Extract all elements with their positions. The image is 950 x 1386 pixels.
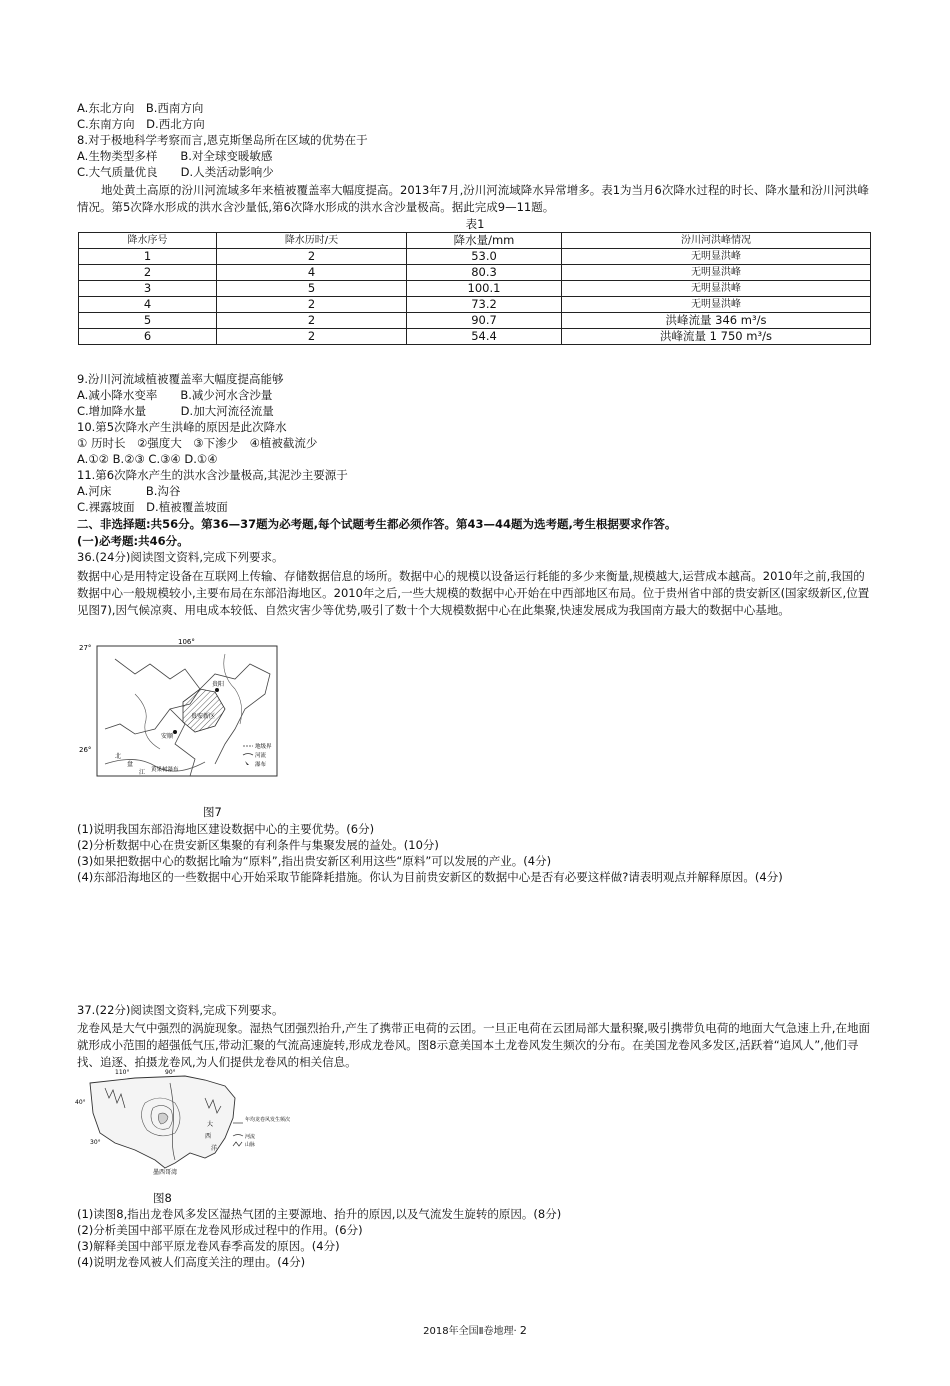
map-city-label: 贵阳 (212, 681, 225, 688)
map-longitude-label: 106° (178, 638, 195, 646)
table-cell: 洪峰流量 346 m³/s (562, 313, 871, 329)
waterfall-icon (245, 761, 249, 765)
page-number: 2 (519, 1324, 527, 1337)
q10-stem: 10.第5次降水产生洪峰的原因是此次降水 (77, 420, 287, 434)
table1-caption: 表1 (465, 217, 485, 231)
table-cell: 53.0 (407, 249, 562, 265)
map-longitude-label: 110° (115, 1069, 130, 1076)
map-longitude-label: 90° (165, 1069, 176, 1076)
table1 (78, 232, 871, 345)
table-cell: 无明显洪峰 (562, 297, 871, 313)
table-cell: 1 (79, 249, 217, 265)
legend-waterfall: 瀑布 (255, 762, 267, 768)
table-cell: 6 (79, 329, 217, 345)
guian-new-area-region (183, 689, 225, 732)
gulf-label: 墨西哥湾 (153, 1169, 178, 1176)
q9-option-line: A.减小降水变率 B.减少河水含沙量 (77, 388, 273, 402)
table-cell: 无明显洪峰 (562, 281, 871, 297)
map-river-label: 北 (115, 753, 122, 760)
figure7-caption: 图7 (203, 805, 222, 819)
q8-option-line: A.生物类型多样 B.对全球变暖敏感 (77, 149, 273, 163)
river (224, 654, 242, 724)
table-cell: 2 (217, 313, 407, 329)
q10-choices: ① 历时长 ②强度大 ③下渗少 ④植被截流少 (77, 436, 318, 450)
table-row (79, 297, 871, 313)
q10-options: A.①② B.②③ C.③④ D.①④ (77, 452, 218, 466)
ocean-label: 西 (205, 1133, 212, 1140)
q37-text: 龙卷风是大气中强烈的涡旋现象。湿热气团强烈抬升,产生了携带正电荷的云团。一旦正电荷在云团局部大量积聚,吸引携带负电荷的地面大气急速上升,在地面就形成小范围的超强低气压,带动汇聚的气流高速旋转,形成龙卷风。图8示意美国本土龙卷风发生频次的分布。在美国龙卷风多发区,活跃着“追风人”,他们寻找、追逐、拍摄龙卷风,为人们提供龙卷风的相关信息。 (77, 1021, 870, 1069)
q36-question: (2)分析数据中心在贵安新区集聚的有利条件与集聚发展的益处。(10分) (77, 838, 439, 852)
table-cell: 54.4 (407, 329, 562, 345)
map-waterfall-label: 黄果树瀑布 (151, 767, 179, 773)
legend-frequency: 年均龙卷风发生频次 (245, 1117, 290, 1123)
table-row (79, 265, 871, 281)
q37-question: (1)读图8,指出龙卷风多发区湿热气团的主要源地、抬升的原因,以及气流发生旋转的原因。(8分) (77, 1207, 562, 1221)
map-latitude-label: 27° (79, 644, 92, 652)
q9-option-line: C.增加降水量 D.加大河流径流量 (77, 404, 274, 418)
intro-9-11: 地处黄土高原的汾川河流域多年来植被覆盖率大幅度提高。2013年7月,汾川河流域降水异常增多。表1为当月6次降水过程的时长、降水量和汾川河洪峰情况。第5次降水形成的洪水含沙量低,第6次降水形成的洪水含沙量极高。据此完成9—11题。 (77, 183, 869, 214)
table-cell: 90.7 (407, 313, 562, 329)
map-latitude-label: 30° (90, 1139, 101, 1146)
ocean-label: 洋 (211, 1145, 218, 1152)
table-cell: 5 (217, 281, 407, 297)
page-footer (0, 1322, 950, 1337)
table-cell: 无明显洪峰 (562, 265, 871, 281)
q7-option-line: A.东北方向 B.西南方向 (77, 101, 204, 115)
figure8-map (75, 1068, 290, 1188)
table-header-cell: 降水量/mm (407, 233, 562, 249)
q36-heading: 36.(24分)阅读图文资料,完成下列要求。 (77, 550, 284, 564)
mountain-icon (233, 1142, 242, 1146)
q36-text: 数据中心是用特定设备在互联网上传输、存储数据信息的场所。数据中心的规模以设备运行耗能的多少来衡量,规模越大,运营成本越高。2010年之前,我国的数据中心一般规模较小,主要布局在东部沿海地区。2010年之后,一些大规模的数据中心开始在中西部地区布局。位于贵州省中部的贵安新区(国家级新区,位置见图7),因气候凉爽、用电成本较低、自然灾害少等优势,吸引了数十个大规模数据中心在此集聚,快速发展成为我国南方最大的数据中心基地。 (77, 569, 870, 617)
q9-stem: 9.汾川河流域植被覆盖率大幅度提高能够 (77, 372, 284, 386)
table-cell: 4 (79, 297, 217, 313)
map-river-label: 盘 (127, 761, 134, 768)
legend-mountain: 山脉 (245, 1142, 256, 1148)
table-row (79, 313, 871, 329)
table-row (79, 281, 871, 297)
table-cell: 4 (217, 265, 407, 281)
table-cell: 2 (217, 329, 407, 345)
table-row (79, 329, 871, 345)
map-latitude-label: 40° (75, 1099, 86, 1106)
river (135, 694, 160, 749)
map-river-label: 江 (139, 769, 146, 776)
city-dot (215, 688, 219, 692)
table-cell: 100.1 (407, 281, 562, 297)
section2-title: 二、非选择题:共56分。第36—37题为必考题,每个试题考生都必须作答。第43—44题为选考题,考生根据要求作答。 (77, 517, 677, 531)
footer-text: 2018年全国Ⅱ卷地理· (423, 1326, 517, 1337)
q36-question: (3)如果把数据中心的数据比喻为“原料”,指出贵安新区利用这些“原料”可以发展的产业。(4分) (77, 854, 552, 868)
map-city-label: 安顺 (161, 733, 174, 740)
table-header-cell: 汾川河洪峰情况 (562, 233, 871, 249)
table-cell: 5 (79, 313, 217, 329)
q11-option-line: C.裸露坡面 D.植被覆盖坡面 (77, 500, 228, 514)
q37-question: (3)解释美国中部平原龙卷风春季高发的原因。(4分) (77, 1239, 340, 1253)
ocean-label: 大 (207, 1121, 214, 1128)
legend-river: 河流 (245, 1134, 256, 1140)
q37-question: (4)说明龙卷风被人们高度关注的理由。(4分) (77, 1255, 306, 1269)
map-area-label: 贵安新区 (191, 713, 216, 720)
figure8-caption: 图8 (153, 1191, 172, 1205)
q37-question: (2)分析美国中部平原在龙卷风形成过程中的作用。(6分) (77, 1223, 363, 1237)
table-cell: 洪峰流量 1 750 m³/s (562, 329, 871, 345)
table-cell: 2 (217, 297, 407, 313)
city-dot (173, 730, 177, 734)
q11-stem: 11.第6次降水产生的洪水含沙量极高,其泥沙主要源于 (77, 468, 348, 482)
table-header-cell: 降水序号 (79, 233, 217, 249)
section2-subtitle: (一)必考题:共46分。 (77, 534, 189, 548)
q8-option-line: C.大气质量优良 D.人类活动影响少 (77, 165, 274, 179)
table-header-cell: 降水历时/天 (217, 233, 407, 249)
table-cell: 80.3 (407, 265, 562, 281)
legend-boundary: 地级界 (255, 744, 272, 750)
table-cell: 无明显洪峰 (562, 249, 871, 265)
table-cell: 2 (79, 265, 217, 281)
legend-river: 河流 (255, 753, 267, 759)
table-cell: 2 (217, 249, 407, 265)
q36-question: (1)说明我国东部沿海地区建设数据中心的主要优势。(6分) (77, 822, 375, 836)
q7-option-line: C.东南方向 D.西北方向 (77, 117, 205, 131)
q11-option-line: A.河床 B.沟谷 (77, 484, 181, 498)
figure7-map (75, 634, 290, 804)
q36-question: (4)东部沿海地区的一些数据中心开始采取节能降耗措施。你认为目前贵安新区的数据中心是否有必要这样做?请表明观点并解释原因。(4分) (77, 870, 783, 884)
table-row (79, 249, 871, 265)
q8-stem: 8.对于极地科学考察而言,恩克斯堡岛所在区域的优势在于 (77, 133, 368, 147)
table-header-row (79, 233, 871, 249)
table-cell: 73.2 (407, 297, 562, 313)
q37-heading: 37.(22分)阅读图文资料,完成下列要求。 (77, 1003, 284, 1017)
table-cell: 3 (79, 281, 217, 297)
map-latitude-label: 26° (79, 746, 92, 754)
